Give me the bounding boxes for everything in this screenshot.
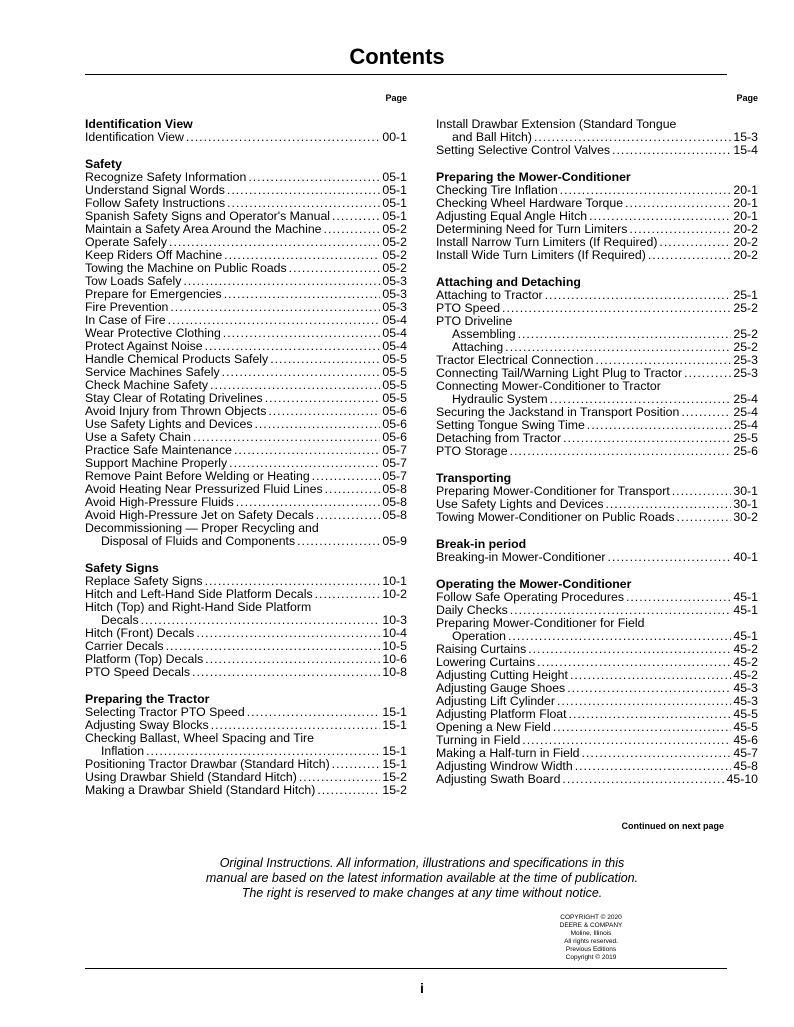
entry-title: and Ball Hitch) [452,130,532,144]
page-column-header: Page [385,93,407,103]
entry-title: Turning in Field [436,733,521,747]
toc-sections [436,118,758,786]
entry-page: 10-6 [382,652,407,666]
entry-page: 15-1 [382,757,407,771]
entry-page: 15-2 [382,783,407,797]
toc-entry [436,551,758,564]
entry-title: Avoid High-Pressure Jet on Safety Decals [85,508,314,522]
entry-page: 25-2 [733,340,758,354]
continued-note: Continued on next page [621,821,724,831]
toc-section [436,538,758,564]
toc-entry [436,511,758,524]
copyright-block [540,914,642,962]
entry-title: Keep Riders Off Machine [85,248,223,262]
dot-leader [582,747,732,760]
entry-page: 15-3 [733,130,758,144]
copyright-line: Moline, Illinois [570,930,612,937]
entry-title: Inflation [101,744,145,758]
dot-leader [684,367,731,380]
notice-line: Original Instructions. All information, illustrations and specifications in this [219,856,625,870]
entry-page: 05-2 [382,248,407,262]
dot-leader [234,444,380,457]
dot-leader [659,236,731,249]
notice-line: The right is reserved to make changes at any time without notice. [241,886,603,900]
entry-title: Adjusting Cutting Height [436,668,568,682]
entry-page: 30-2 [733,510,758,524]
entry-title: Operation [452,629,507,643]
title-rule [85,74,727,75]
dot-leader [332,210,380,223]
entry-title: Operate Safely [85,235,168,249]
dot-leader [186,131,380,144]
page-number: i [420,980,424,996]
entry-page: 25-6 [733,444,758,458]
toc-sections [85,118,407,797]
entry-page: 05-4 [382,313,407,327]
entry-page: 20-1 [733,196,758,210]
entry-title: Use a Safety Chain [85,430,191,444]
toc-entry [85,535,407,548]
entry-title: Stay Clear of Rotating Drivelines [85,391,263,405]
original-instructions-notice [0,856,794,901]
entry-page: 10-5 [382,639,407,653]
entry-title: Understand Signal Words [85,183,225,197]
entry-page: 05-7 [382,456,407,470]
dot-leader [205,653,380,666]
entry-title: Use Safety Lights and Devices [85,417,253,431]
entry-page: 45-1 [733,590,758,604]
entry-page: 20-2 [733,248,758,262]
dot-leader [612,144,731,157]
toc-entry-line: Checking Ballast, Wheel Spacing and Tire [85,731,314,745]
entry-title: Checking Wheel Hardware Torque [436,196,624,210]
dot-leader [575,760,732,773]
entry-title: Using Drawbar Shield (Standard Hitch) [85,770,297,784]
dot-leader [247,706,381,719]
dot-leader [324,223,381,236]
toc-section [436,578,758,786]
toc-entry-line: Install Drawbar Extension (Standard Tongue [436,117,677,131]
entry-page: 05-3 [382,287,407,301]
entry-title: Hydraulic System [452,392,548,406]
entry-page: 30-1 [733,497,758,511]
toc-section [436,118,758,157]
section-title: Identification View [85,117,193,131]
entry-title: Install Wide Turn Limiters (If Required) [436,248,646,262]
entry-title: Connecting Tail/Warning Light Plug to Tractor [436,366,683,380]
page-column-header: Page [736,93,758,103]
entry-page: 45-7 [733,746,758,760]
dot-leader [672,485,732,498]
toc-entry [85,666,407,679]
entry-title: Follow Safety Instructions [85,196,226,210]
toc-entry [85,784,407,797]
entry-title: Assembling [452,327,516,341]
dot-leader [677,511,732,524]
dot-leader [192,666,380,679]
entry-title: Install Narrow Turn Limiters (If Required) [436,235,658,249]
entry-page: 05-2 [382,235,407,249]
dot-leader [570,669,731,682]
entry-title: Recognize Safety Information [85,170,247,184]
toc-section [85,158,407,548]
section-title: Operating the Mower-Conditioner [436,577,632,591]
entry-title: Daily Checks [436,603,508,617]
entry-page: 05-5 [382,365,407,379]
entry-page: 45-1 [733,629,758,643]
toc-section [436,276,758,458]
entry-page: 15-1 [382,744,407,758]
entry-title: Towing the Machine on Public Roads [85,261,287,275]
entry-page: 45-2 [733,655,758,669]
entry-title: In Case of Fire [85,313,166,327]
entry-title: Carrier Decals [85,639,164,653]
toc-entry [436,144,758,157]
dot-leader [289,262,381,275]
entry-page: 30-1 [733,484,758,498]
entry-title: Setting Tongue Swing Time [436,418,585,432]
entry-page: 10-8 [382,665,407,679]
entry-page: 45-2 [733,642,758,656]
dot-leader [254,418,380,431]
entry-title: Spanish Safety Signs and Operator's Manual [85,209,331,223]
dot-leader [563,432,731,445]
dot-leader [227,184,380,197]
toc-entry-line: PTO Driveline [436,314,513,328]
entry-title: PTO Speed [436,301,501,315]
dot-leader [222,366,381,379]
dot-leader [545,289,732,302]
entry-title: Securing the Jackstand in Transport Position [436,405,680,419]
entry-title: Adjusting Gauge Shoes [436,681,566,695]
entry-title: Fire Prevention [85,300,169,314]
dot-leader [265,392,381,405]
entry-title: Disposal of Fluids and Components [101,534,296,548]
dot-leader [681,406,731,419]
entry-title: Positioning Tractor Drawbar (Standard Hitch) [85,757,330,771]
entry-title: Practice Safe Maintenance [85,443,232,457]
entry-title: Making a Drawbar Shield (Standard Hitch) [85,783,316,797]
entry-title: Avoid Heating Near Pressurized Fluid Lines [85,482,323,496]
entry-title: Avoid High-Pressure Fluids [85,495,234,509]
toc-section [85,118,407,144]
dot-leader [562,773,724,786]
copyright-line: Previous Editions [565,946,617,953]
entry-page: 05-1 [382,183,407,197]
entry-title: Follow Safe Operating Procedures [436,590,624,604]
notice-line: manual are based on the latest information available at the time of publication. [205,871,639,885]
toc-left-column [85,92,407,811]
entry-title: Service Machines Safely [85,365,220,379]
entry-page: 05-5 [382,391,407,405]
section-title: Preparing the Tractor [85,692,210,706]
entry-page: 10-4 [382,626,407,640]
entry-page: 05-2 [382,222,407,236]
entry-page: 45-6 [733,733,758,747]
toc-entry [436,773,758,786]
entry-page: 45-1 [733,603,758,617]
entry-page: 05-6 [382,404,407,418]
entry-title: Support Machine Properly [85,456,228,470]
entry-title: PTO Storage [436,444,508,458]
entry-page: 25-3 [733,366,758,380]
dot-leader [587,419,732,432]
dot-leader [648,249,732,262]
toc-entry [436,249,758,262]
entry-title: Determining Need for Turn Limiters [436,222,628,236]
entry-title: Opening a New Field [436,720,551,734]
copyright-line: DEERE & COMPANY [559,922,623,929]
entry-page: 45-5 [733,707,758,721]
entry-page: 05-4 [382,339,407,353]
entry-page: 20-1 [733,209,758,223]
toc-entry [85,131,407,144]
entry-page: 45-10 [726,772,758,786]
entry-page: 25-5 [733,431,758,445]
dot-leader [608,551,732,564]
entry-title: Adjusting Equal Angle Hitch [436,209,588,223]
entry-page: 05-8 [382,495,407,509]
dot-leader [317,784,380,797]
entry-title: Handle Chemical Products Safely [85,352,269,366]
dot-leader [569,708,732,721]
entry-title: Selecting Tractor PTO Speed [85,705,245,719]
entry-page: 05-8 [382,508,407,522]
entry-page: 05-1 [382,170,407,184]
dot-leader [315,588,381,601]
entry-page: 25-2 [733,301,758,315]
dot-leader [248,171,380,184]
toc-section [436,472,758,524]
dot-leader [196,627,380,640]
entry-title: Protect Against Noise [85,339,203,353]
entry-page: 05-1 [382,209,407,223]
entry-page: 25-4 [733,405,758,419]
entry-page: 05-5 [382,352,407,366]
dot-leader [508,630,731,643]
entry-title: Raising Curtains [436,642,527,656]
entry-title: Towing Mower-Conditioner on Public Roads [436,510,675,524]
entry-title: Platform (Top) Decals [85,652,204,666]
copyright-line: All rights reserved. [564,938,618,945]
entry-page: 25-4 [733,418,758,432]
entry-title: Tractor Electrical Connection [436,353,594,367]
entry-title: Preparing Mower-Conditioner for Transport [436,484,670,498]
entry-title: Adjusting Swath Board [436,772,561,786]
entry-title: Identification View [85,130,184,144]
entry-page: 25-3 [733,353,758,367]
toc-section [85,562,407,679]
entry-title: Replace Safety Signs [85,574,203,588]
entry-title: Breaking-in Mower-Conditioner [436,550,606,564]
entry-page: 15-1 [382,705,407,719]
entry-page: 20-2 [733,222,758,236]
entry-title: Setting Selective Control Valves [436,143,611,157]
entry-title: Attaching to Tractor [436,288,543,302]
section-title: Transporting [436,471,512,485]
entry-title: Detaching from Tractor [436,431,562,445]
dot-leader [510,445,732,458]
entry-page: 10-1 [382,574,407,588]
entry-title: Maintain a Safety Area Around the Machine [85,222,322,236]
toc-right-column [436,92,758,800]
section-title: Safety Signs [85,561,159,575]
dot-leader [325,483,381,496]
entry-page: 45-5 [733,720,758,734]
dot-leader [332,758,381,771]
entry-title: Hitch (Front) Decals [85,626,195,640]
section-title: Safety [85,157,122,171]
entry-page: 10-2 [382,587,407,601]
page-title: Contents [349,44,445,69]
entry-page: 05-8 [382,482,407,496]
dot-leader [518,328,732,341]
dot-leader [502,302,731,315]
entry-title: Use Safety Lights and Devices [436,497,604,511]
dot-leader [528,643,731,656]
dot-leader [224,288,381,301]
footer-rule [85,968,727,969]
toc-section [436,171,758,262]
dot-leader [170,301,380,314]
section-title: Break-in period [436,537,527,551]
entry-title: Hitch and Left-Hand Side Platform Decals [85,587,313,601]
dot-leader [626,591,731,604]
entry-title: Check Machine Safety [85,378,209,392]
entry-page: 25-2 [733,327,758,341]
entry-page: 05-1 [382,196,407,210]
entry-page: 05-2 [382,261,407,275]
dot-leader [625,197,731,210]
entry-title: Adjusting Windrow Width [436,759,573,773]
entry-title: Checking Tire Inflation [436,183,558,197]
dot-leader [297,535,380,548]
toc-entry [436,445,758,458]
entry-page: 05-5 [382,378,407,392]
dot-leader [316,509,381,522]
entry-page: 40-1 [733,550,758,564]
section-title: Attaching and Detaching [436,275,581,289]
entry-title: PTO Speed Decals [85,665,191,679]
entry-page: 05-4 [382,326,407,340]
entry-page: 15-1 [382,718,407,732]
entry-page: 45-3 [733,681,758,695]
entry-title: Attaching [452,340,504,354]
dot-leader [270,353,380,366]
entry-page: 20-2 [733,235,758,249]
entry-page: 20-1 [733,183,758,197]
toc-entry-line: Connecting Mower-Conditioner to Tractor [436,379,661,393]
entry-page: 05-3 [382,300,407,314]
copyright-line: COPYRIGHT © 2020 [560,914,622,921]
entry-page: 25-4 [733,392,758,406]
entry-page: 15-2 [382,770,407,784]
entry-title: Decals [101,613,139,627]
entry-page: 45-3 [733,694,758,708]
toc-entry-line: Preparing Mower-Conditioner for Field [436,616,645,630]
entry-page: 15-4 [733,143,758,157]
entry-page: 05-6 [382,430,407,444]
dot-leader [553,721,732,734]
entry-title: Adjusting Lift Cylinder [436,694,555,708]
entry-title: Tow Loads Safely [85,274,182,288]
entry-title: Avoid Injury from Thrown Objects [85,404,267,418]
dot-leader [567,682,731,695]
dot-leader [223,327,381,340]
entry-title: Prepare for Emergencies [85,287,222,301]
entry-page: 45-8 [733,759,758,773]
entry-title: Adjusting Sway Blocks [85,718,209,732]
copyright-line: Copyright © 2019 [565,954,617,961]
toc-entry-line: Decommissioning — Proper Recycling and [85,521,319,535]
entry-page: 00-1 [382,130,407,144]
toc-entry-line: Hitch (Top) and Right-Hand Side Platform [85,600,312,614]
entry-title: Wear Protective Clothing [85,326,221,340]
toc-section [85,693,407,797]
entry-page: 45-2 [733,668,758,682]
entry-page: 05-3 [382,274,407,288]
entry-page: 05-7 [382,443,407,457]
entry-page: 05-9 [382,534,407,548]
entry-title: Making a Half-turn in Field [436,746,580,760]
entry-page: 10-3 [382,613,407,627]
dot-leader [557,695,731,708]
entry-page: 05-6 [382,417,407,431]
entry-page: 25-1 [733,288,758,302]
entry-title: Remove Paint Before Welding or Heating [85,469,310,483]
section-title: Preparing the Mower-Conditioner [436,170,631,184]
entry-title: Lowering Curtains [436,655,536,669]
entry-page: 05-7 [382,469,407,483]
dot-leader [268,405,380,418]
entry-title: Adjusting Platform Float [436,707,567,721]
